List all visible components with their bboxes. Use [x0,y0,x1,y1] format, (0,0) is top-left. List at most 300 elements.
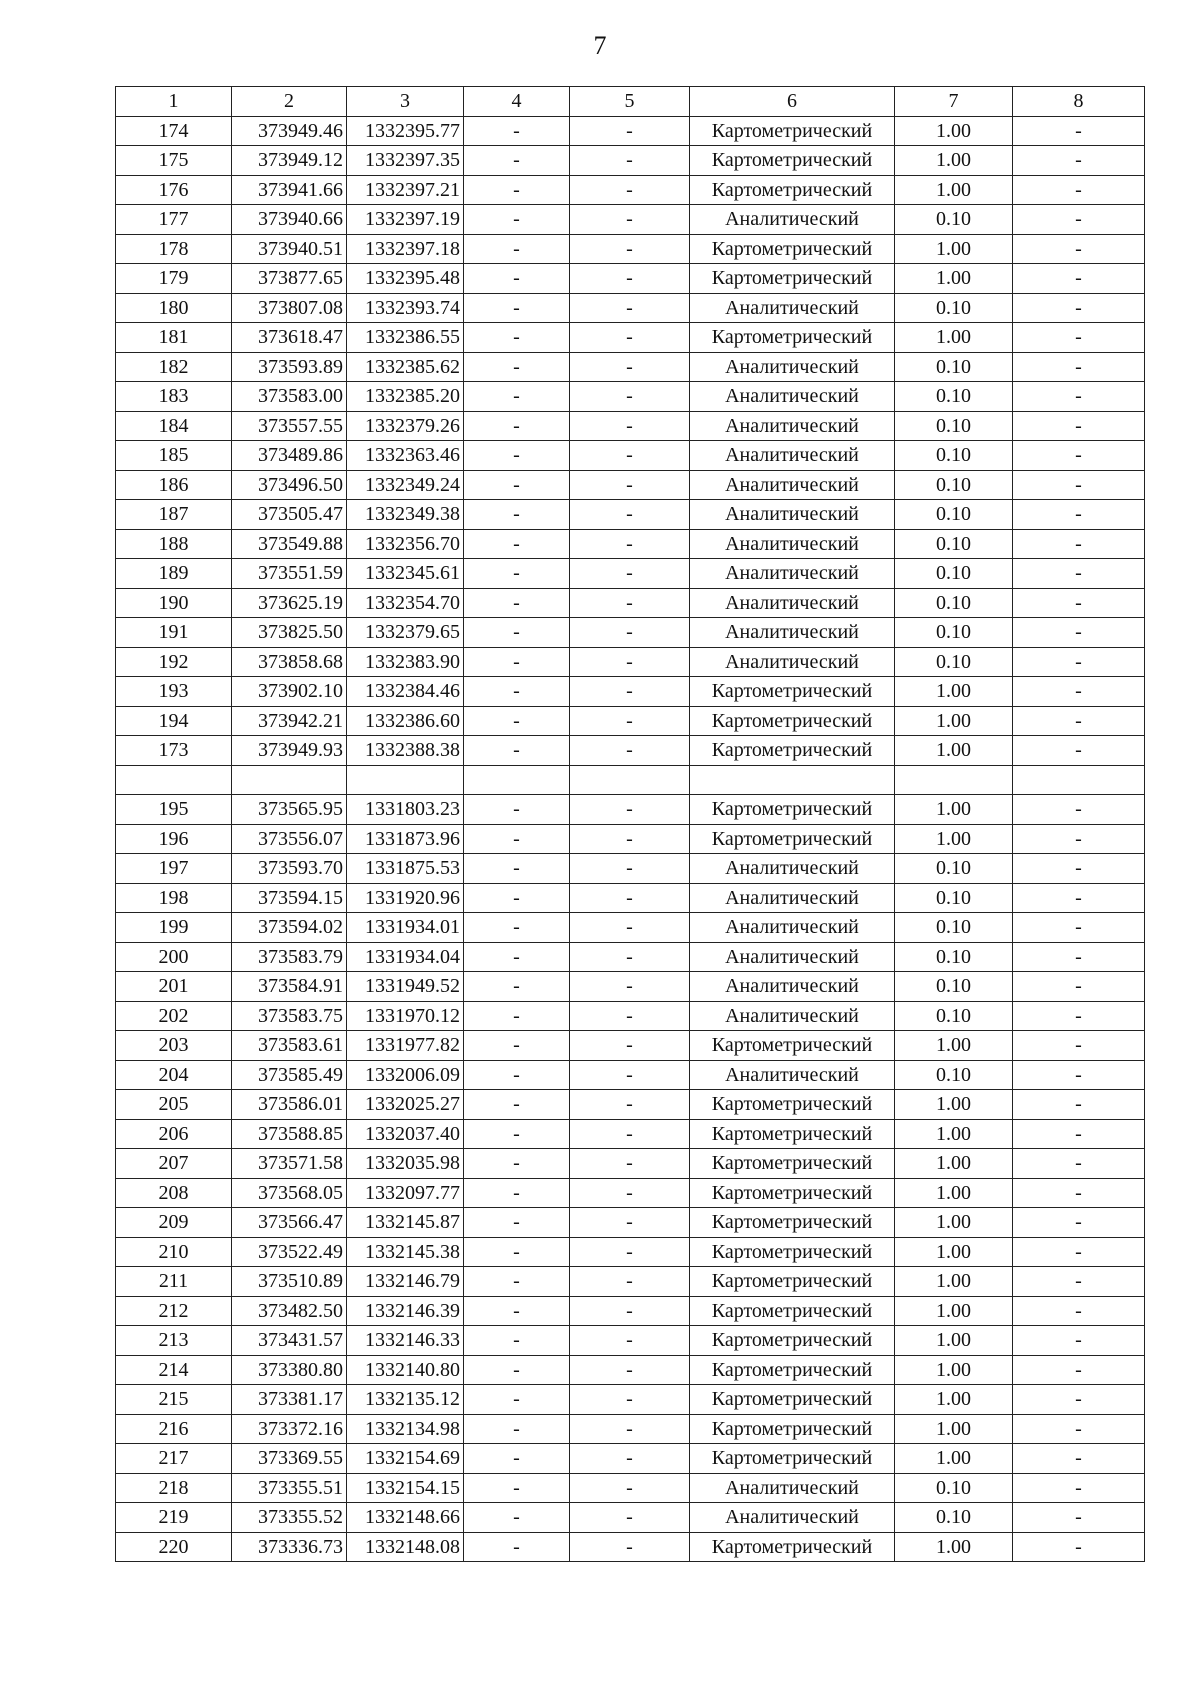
table-row [116,470,1145,500]
table-cell: - [464,913,570,943]
table-cell: 174 [116,116,232,146]
table-cell: - [1013,175,1145,205]
page-number: 7 [593,31,607,60]
table-cell: 212 [116,1296,232,1326]
table-cell: - [464,500,570,530]
table-cell: - [570,706,690,736]
table-cell: 177 [116,205,232,235]
table-cell: Картометрический [690,146,895,176]
table-cell: 373949.93 [232,736,347,766]
table-cell: 182 [116,352,232,382]
table-cell: - [1013,264,1145,294]
table-cell: 1332025.27 [347,1090,464,1120]
table-cell: 199 [116,913,232,943]
table-cell: - [570,883,690,913]
table-cell: 180 [116,293,232,323]
table-cell: 1.00 [895,1444,1013,1474]
table-cell: 373949.12 [232,146,347,176]
table-cell: 1.00 [895,1149,1013,1179]
table-cell: 373565.95 [232,795,347,825]
table-cell: - [464,1090,570,1120]
table-cell: Картометрический [690,1444,895,1474]
table-cell: 373551.59 [232,559,347,589]
table-cell: 373807.08 [232,293,347,323]
table-cell: 1332388.38 [347,736,464,766]
table-cell: - [464,116,570,146]
table-row [116,618,1145,648]
table-cell: 210 [116,1237,232,1267]
table-cell: - [464,234,570,264]
table-cell: 1331977.82 [347,1031,464,1061]
table-cell: 1331920.96 [347,883,464,913]
table-cell: - [570,1414,690,1444]
table-cell: 373336.73 [232,1532,347,1562]
table-cell [895,765,1013,795]
table-row [116,175,1145,205]
table-cell: - [570,382,690,412]
table-cell: 1331970.12 [347,1001,464,1031]
table-cell: 1332395.77 [347,116,464,146]
table-cell: 0.10 [895,382,1013,412]
table-cell: - [570,264,690,294]
table-row [116,1031,1145,1061]
table-cell: 1332349.38 [347,500,464,530]
table-cell: - [570,736,690,766]
table-cell: - [1013,1473,1145,1503]
table-cell: - [1013,618,1145,648]
table-cell: 1332379.65 [347,618,464,648]
table-cell: 373482.50 [232,1296,347,1326]
table-cell: Аналитический [690,647,895,677]
table-cell: - [1013,1355,1145,1385]
table-cell: 373940.51 [232,234,347,264]
table-cell: Картометрический [690,1267,895,1297]
table-cell: Аналитический [690,618,895,648]
table-cell: - [570,677,690,707]
table-cell: 373586.01 [232,1090,347,1120]
table-cell: - [570,529,690,559]
table-cell: 211 [116,1267,232,1297]
table-cell: 0.10 [895,500,1013,530]
table-cell: 1332379.26 [347,411,464,441]
table-row [116,824,1145,854]
table-cell: Картометрический [690,1031,895,1061]
table-cell: - [464,205,570,235]
table-cell: 373355.51 [232,1473,347,1503]
table-cell: Аналитический [690,470,895,500]
table-cell: 1.00 [895,1414,1013,1444]
table-body [116,116,1145,1562]
table-cell: 220 [116,1532,232,1562]
table-cell: 204 [116,1060,232,1090]
table-cell: - [570,323,690,353]
table-cell: - [464,1178,570,1208]
table-row [116,942,1145,972]
table-cell: 1332386.60 [347,706,464,736]
table-cell: - [570,1473,690,1503]
table-cell: 373380.80 [232,1355,347,1385]
table-row [116,647,1145,677]
table-cell: Аналитический [690,883,895,913]
table-cell: - [464,175,570,205]
table-row [116,293,1145,323]
table-row [116,1060,1145,1090]
table-cell: 1.00 [895,1178,1013,1208]
table-row [116,1473,1145,1503]
table-cell: 373583.00 [232,382,347,412]
table-cell: - [570,1031,690,1061]
table-row [116,1267,1145,1297]
table-cell: 0.10 [895,883,1013,913]
table-cell: - [464,1208,570,1238]
table-row [116,883,1145,913]
table-row [116,972,1145,1002]
table-cell [690,765,895,795]
table-cell: 1332154.69 [347,1444,464,1474]
table-cell: 373584.91 [232,972,347,1002]
table-cell: 193 [116,677,232,707]
table-cell: Картометрический [690,1385,895,1415]
table-cell: - [570,1326,690,1356]
table-cell: - [464,736,570,766]
table-cell: 190 [116,588,232,618]
table-cell: 0.10 [895,647,1013,677]
table-cell: - [1013,1060,1145,1090]
table-cell: 1332386.55 [347,323,464,353]
table-cell: 1332146.39 [347,1296,464,1326]
table-cell: - [570,559,690,589]
table-cell: 197 [116,854,232,884]
table-cell: - [1013,588,1145,618]
table-cell: - [464,529,570,559]
table-cell: - [1013,706,1145,736]
table-cell: - [570,942,690,972]
table-cell: - [1013,146,1145,176]
table-cell: - [1013,559,1145,589]
table-cell: 0.10 [895,352,1013,382]
table-cell: - [1013,1001,1145,1031]
table-row [116,1119,1145,1149]
table-cell: Картометрический [690,1414,895,1444]
table-cell: - [1013,1385,1145,1415]
table-cell: 373618.47 [232,323,347,353]
column-header: 8 [1013,87,1145,117]
table-cell: - [464,441,570,471]
table-cell: - [1013,1208,1145,1238]
table-cell: 1332385.20 [347,382,464,412]
table-cell: - [1013,411,1145,441]
table-cell: 1332035.98 [347,1149,464,1179]
table-cell: 1332140.80 [347,1355,464,1385]
table-cell: - [464,1001,570,1031]
table-cell: 1.00 [895,736,1013,766]
table-cell: - [1013,1031,1145,1061]
table-cell: 373588.85 [232,1119,347,1149]
table-cell: - [464,323,570,353]
table-cell: 173 [116,736,232,766]
table-cell: Картометрический [690,116,895,146]
table-cell: - [570,1208,690,1238]
table-cell: 1.00 [895,146,1013,176]
table-cell: 178 [116,234,232,264]
table-cell: Аналитический [690,588,895,618]
table-cell: - [570,1296,690,1326]
table-cell: - [1013,1178,1145,1208]
table-cell: 1332146.79 [347,1267,464,1297]
table-cell: 1.00 [895,1296,1013,1326]
table-row [116,1001,1145,1031]
table-cell: Картометрический [690,175,895,205]
table-cell: 209 [116,1208,232,1238]
table-row [116,736,1145,766]
table-cell: - [1013,883,1145,913]
table-row [116,529,1145,559]
table-cell: - [464,854,570,884]
table-cell: - [464,1031,570,1061]
table-cell: 1332363.46 [347,441,464,471]
table-row [116,706,1145,736]
table-cell: - [464,1532,570,1562]
table-cell: 373625.19 [232,588,347,618]
table-cell: 175 [116,146,232,176]
table-cell: 0.10 [895,205,1013,235]
table-cell: Картометрический [690,824,895,854]
table-row [116,352,1145,382]
table-cell: 373594.02 [232,913,347,943]
table-row [116,795,1145,825]
table-cell: 1332393.74 [347,293,464,323]
table-cell: - [464,1444,570,1474]
table-cell: 1.00 [895,1326,1013,1356]
table-row [116,854,1145,884]
table-row [116,913,1145,943]
table-cell: - [1013,1296,1145,1326]
table-cell: - [570,854,690,884]
table-cell: - [464,1237,570,1267]
table-cell: - [1013,1414,1145,1444]
table-cell: 1.00 [895,1119,1013,1149]
table-cell: 373489.86 [232,441,347,471]
table-cell: Картометрический [690,1119,895,1149]
table-row [116,234,1145,264]
table-cell: 1332145.38 [347,1237,464,1267]
table-cell: - [1013,913,1145,943]
table-row [116,1237,1145,1267]
table-cell: 1332397.19 [347,205,464,235]
table-cell: 373571.58 [232,1149,347,1179]
table-cell: - [464,1385,570,1415]
table-cell: 373583.61 [232,1031,347,1061]
table-cell: - [1013,529,1145,559]
table-cell: 1332148.08 [347,1532,464,1562]
table-row [116,1355,1145,1385]
table-row [116,116,1145,146]
table-cell: - [464,1414,570,1444]
table-cell: - [1013,205,1145,235]
table-cell: - [570,116,690,146]
table-cell: 181 [116,323,232,353]
table-cell: 373355.52 [232,1503,347,1533]
table-cell: 373940.66 [232,205,347,235]
table-cell: 179 [116,264,232,294]
table-cell: 1332395.48 [347,264,464,294]
table-cell: - [1013,382,1145,412]
table-cell: - [464,706,570,736]
table-cell: 373825.50 [232,618,347,648]
table-cell: - [1013,116,1145,146]
table-cell: - [464,1326,570,1356]
table-row [116,1503,1145,1533]
table-cell: Картометрический [690,706,895,736]
table-row [116,1532,1145,1562]
table-cell: 216 [116,1414,232,1444]
table-cell: - [1013,795,1145,825]
table-cell: 0.10 [895,441,1013,471]
table-cell: 1332154.15 [347,1473,464,1503]
column-header: 5 [570,87,690,117]
table-cell: Аналитический [690,1001,895,1031]
table-cell: Картометрический [690,1326,895,1356]
table-cell: Аналитический [690,559,895,589]
table-cell: 205 [116,1090,232,1120]
table-cell: - [464,942,570,972]
table-row [116,1296,1145,1326]
table-cell: - [570,824,690,854]
table-cell: - [464,1296,570,1326]
table-row [116,677,1145,707]
table-cell: 1.00 [895,1267,1013,1297]
table-row [116,1090,1145,1120]
table-cell: 218 [116,1473,232,1503]
table-row [116,441,1145,471]
table-cell: 373496.50 [232,470,347,500]
table-cell: - [570,1090,690,1120]
table-cell: 198 [116,883,232,913]
table-cell: 1332037.40 [347,1119,464,1149]
table-cell: Аналитический [690,1503,895,1533]
table-cell: 1331875.53 [347,854,464,884]
table-cell: 1332383.90 [347,647,464,677]
table-cell: 176 [116,175,232,205]
table-cell: 0.10 [895,293,1013,323]
table-cell: 1332135.12 [347,1385,464,1415]
table-cell: 185 [116,441,232,471]
table-cell: Картометрический [690,1178,895,1208]
table-row [116,146,1145,176]
table-cell: 1.00 [895,795,1013,825]
table-cell: 219 [116,1503,232,1533]
table-cell: - [570,411,690,441]
table-cell: - [1013,1532,1145,1562]
table-cell: 196 [116,824,232,854]
table-cell: - [464,647,570,677]
table-cell: - [1013,1119,1145,1149]
table-cell: 373381.17 [232,1385,347,1415]
table-cell: 1.00 [895,677,1013,707]
table-row [116,411,1145,441]
table-cell: 373510.89 [232,1267,347,1297]
table-cell: Аналитический [690,942,895,972]
table-cell: 184 [116,411,232,441]
table-row [116,765,1145,795]
column-header: 3 [347,87,464,117]
table-cell: 195 [116,795,232,825]
table-cell: - [1013,1237,1145,1267]
table-row [116,205,1145,235]
table-cell: Картометрический [690,234,895,264]
table-cell: - [464,146,570,176]
table-cell: Картометрический [690,795,895,825]
table-cell: Аналитический [690,972,895,1002]
table-cell: 1331934.04 [347,942,464,972]
table-cell: 373942.21 [232,706,347,736]
table-row [116,323,1145,353]
table-cell: 373593.70 [232,854,347,884]
table-cell: - [570,293,690,323]
table-cell: 1.00 [895,1355,1013,1385]
table-cell: 0.10 [895,470,1013,500]
table-cell [116,765,232,795]
table-cell: 203 [116,1031,232,1061]
table-cell: - [464,1267,570,1297]
table-cell: 373568.05 [232,1178,347,1208]
table-cell: 217 [116,1444,232,1474]
table-cell: 1.00 [895,1385,1013,1415]
table-cell: - [570,1503,690,1533]
table-cell: - [1013,854,1145,884]
table-cell: Картометрический [690,1149,895,1179]
table-cell: 1332385.62 [347,352,464,382]
column-header: 4 [464,87,570,117]
table-cell: - [570,1532,690,1562]
table-cell: - [1013,1267,1145,1297]
table-cell: 186 [116,470,232,500]
table-cell: Картометрический [690,1237,895,1267]
table-cell: 1332354.70 [347,588,464,618]
table-cell: - [570,647,690,677]
table-row [116,1149,1145,1179]
table-row [116,559,1145,589]
table-cell: 215 [116,1385,232,1415]
table-row [116,1326,1145,1356]
table-cell: 1332397.21 [347,175,464,205]
table-cell: 187 [116,500,232,530]
table-cell: 0.10 [895,411,1013,441]
table-cell: - [464,1473,570,1503]
table-cell: Аналитический [690,441,895,471]
table-cell: - [464,1060,570,1090]
table-cell: - [1013,1503,1145,1533]
table-cell: Картометрический [690,736,895,766]
table-cell: - [464,795,570,825]
table-cell: - [464,1355,570,1385]
table-cell [464,765,570,795]
table-cell: 208 [116,1178,232,1208]
table-cell: 1.00 [895,706,1013,736]
table-row [116,1414,1145,1444]
table-cell: 1.00 [895,1208,1013,1238]
table-cell: 202 [116,1001,232,1031]
table-cell [1013,765,1145,795]
table-cell: - [1013,470,1145,500]
table-cell: - [570,175,690,205]
table-cell: 1.00 [895,116,1013,146]
table-cell: - [464,264,570,294]
table-row [116,264,1145,294]
table-cell: 373858.68 [232,647,347,677]
table-cell: - [464,382,570,412]
table-cell: 0.10 [895,618,1013,648]
